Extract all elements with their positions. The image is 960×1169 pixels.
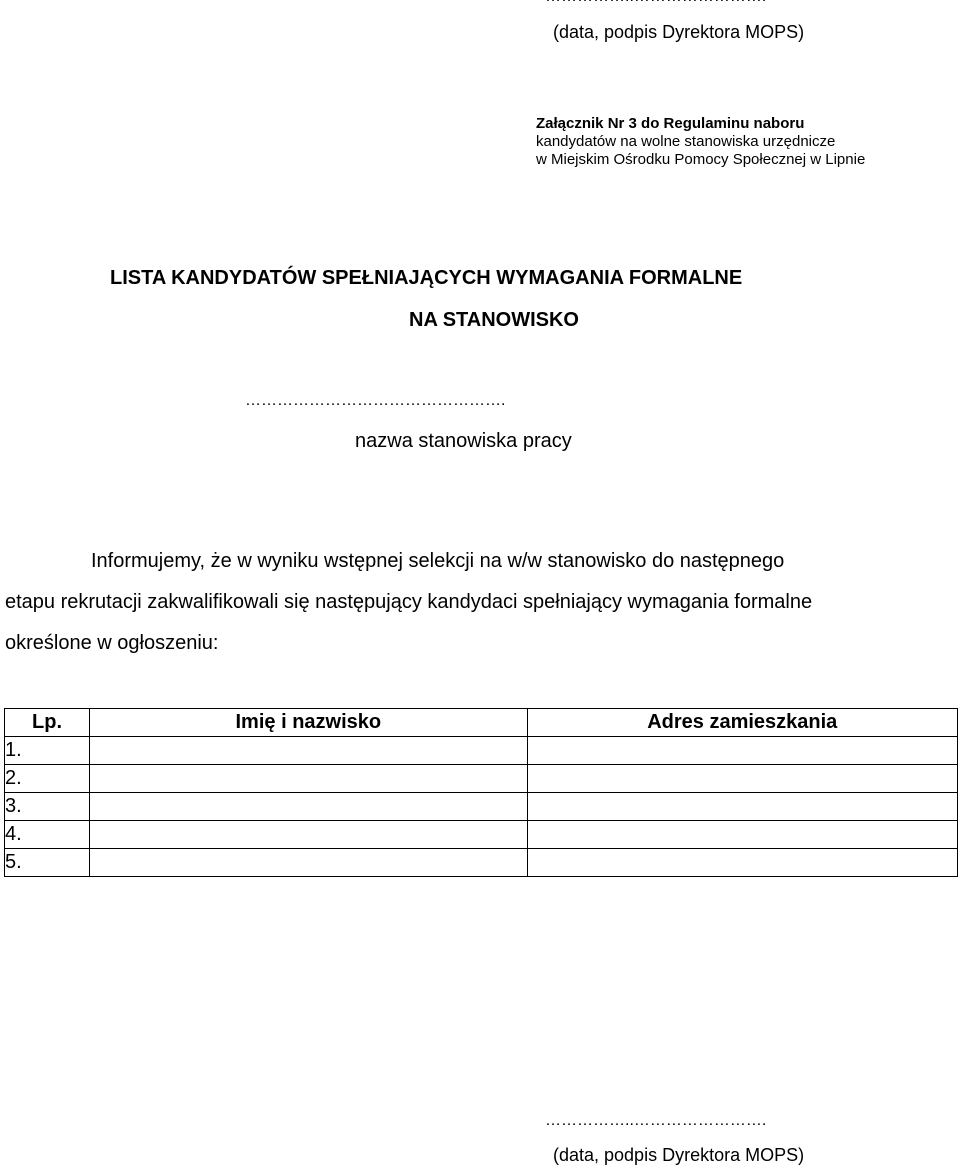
row-name [90,821,527,849]
paragraph-line-1: Informujemy, że w wyniku wstępnej selekcji na w/w stanowisko do następnego [91,550,785,572]
table-row [5,737,958,765]
row-address [527,793,957,821]
header-name: Imię i nazwisko [90,709,527,737]
document-title-line-1: LISTA KANDYDATÓW SPEŁNIAJĄCYCH WYMAGANIA FORMALNE [110,267,743,289]
position-label: nazwa stanowiska pracy [355,430,572,452]
header-address: Adres zamieszkania [527,709,957,737]
paragraph-line-2: etapu rekrutacji zakwalifikowali się następujący kandydaci spełniający wymagania formalne [5,591,813,613]
row-name [90,849,527,877]
table-row [5,765,958,793]
row-address [527,737,957,765]
row-lp: 4. [5,821,90,849]
row-name [90,765,527,793]
annex-line-2: kandydatów na wolne stanowiska urzędnicze [536,133,836,150]
candidates-table [4,708,958,877]
row-lp: 3. [5,793,90,821]
table-header-row [5,709,958,737]
paragraph-line-3: określone w ogłoszeniu: [5,632,219,654]
row-name [90,737,527,765]
table-row [5,793,958,821]
row-address [527,765,957,793]
signature-bottom-label: (data, podpis Dyrektora MOPS) [553,1145,805,1165]
signature-top-dots [545,0,766,6]
annex-reference [536,115,865,169]
document-title-line-2: NA STANOWISKO [409,309,579,331]
table-row [5,849,958,877]
signature-bottom-dots: ……………..……………………. [545,1112,767,1129]
annex-line-1: Załącznik Nr 3 do Regulaminu naboru [536,115,805,132]
header-lp: Lp. [5,709,90,737]
annex-line-3: w Miejskim Ośrodku Pomocy Społecznej w Lipnie [536,151,866,168]
row-address [527,821,957,849]
position-dots: …………………………………………. [245,392,506,409]
row-name [90,793,527,821]
row-lp: 1. [5,737,90,765]
signature-top-label: (data, podpis Dyrektora MOPS) [553,22,805,42]
row-lp: 2. [5,765,90,793]
table-row [5,821,958,849]
row-address [527,849,957,877]
row-lp: 5. [5,849,90,877]
